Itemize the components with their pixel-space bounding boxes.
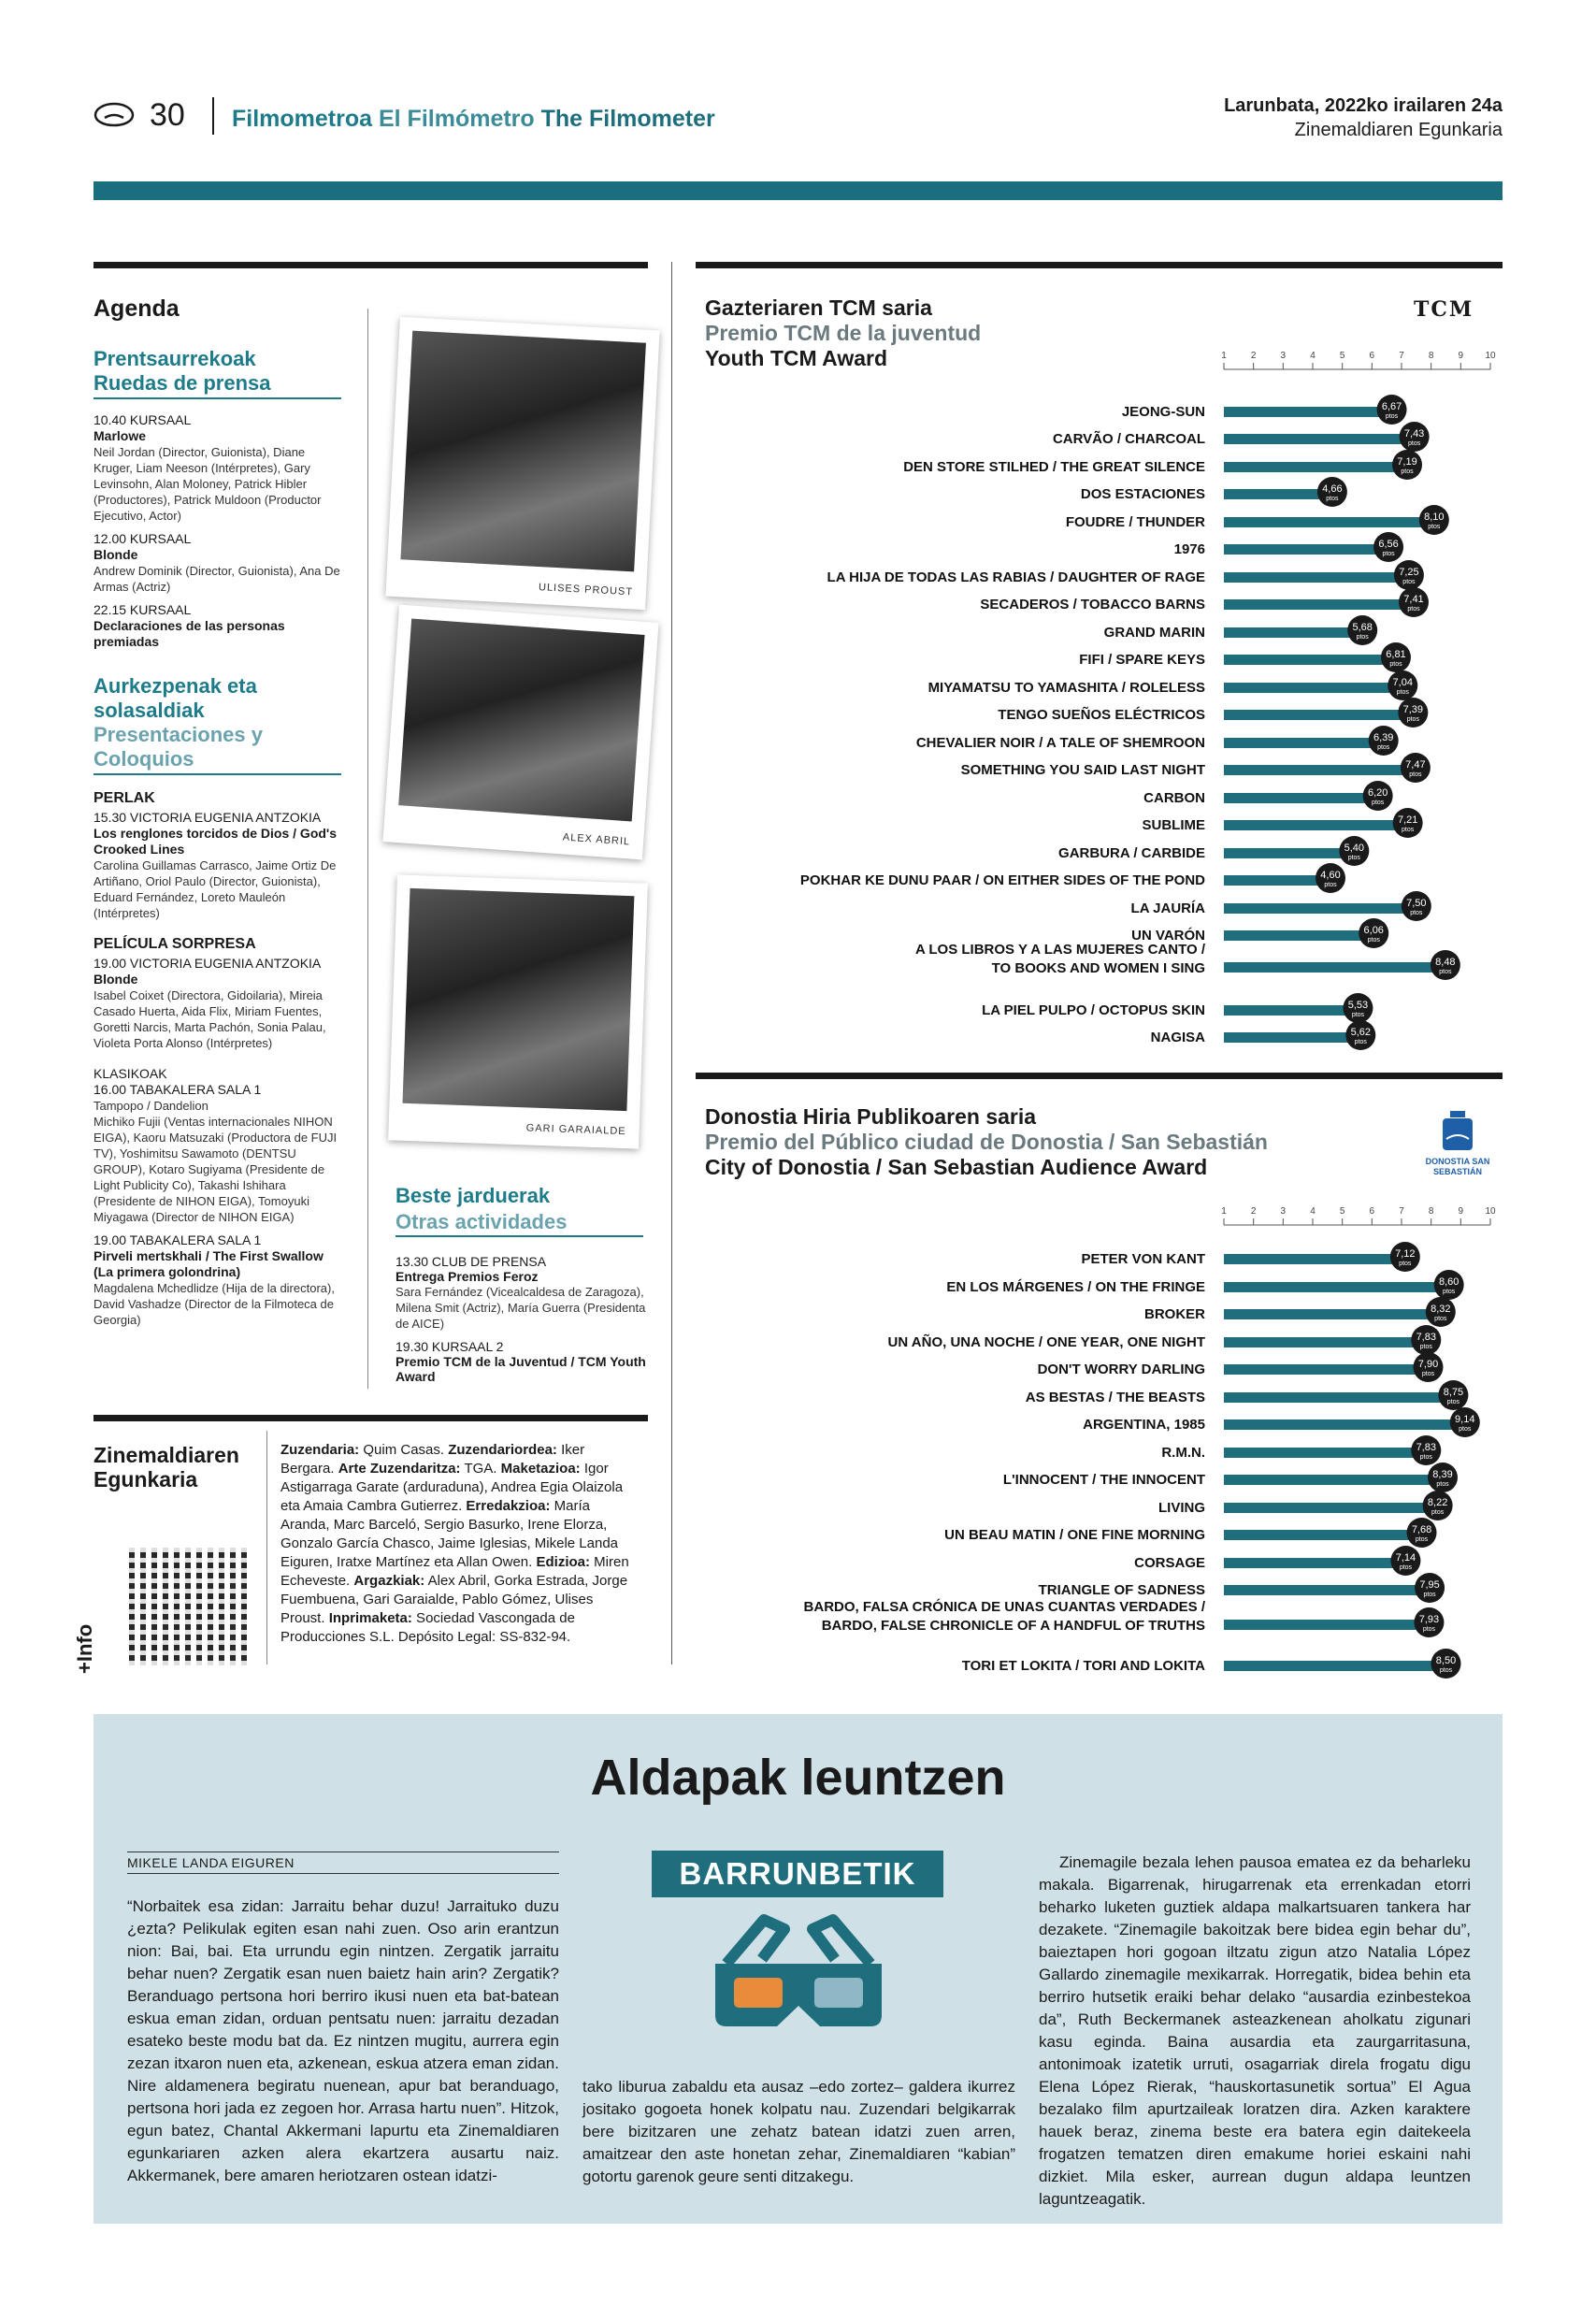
value-unit: ptos xyxy=(1389,661,1402,668)
bar xyxy=(1224,1503,1438,1513)
value-unit: ptos xyxy=(1406,716,1419,723)
value-label: 4,66 xyxy=(1322,483,1343,495)
value-label: 7,50 xyxy=(1406,898,1427,909)
value-label: 8,60 xyxy=(1438,1276,1459,1288)
x-tick-label: 4 xyxy=(1310,1206,1316,1217)
credit-key: Zuzendariordea: xyxy=(448,1442,557,1458)
value-label: 7,90 xyxy=(1417,1359,1439,1370)
header-date-block xyxy=(1224,94,1503,142)
value-label: 7,19 xyxy=(1397,456,1417,468)
page-number: 30 xyxy=(150,97,185,133)
value-label: 7,04 xyxy=(1392,677,1413,688)
category-label: LA JAURÍA xyxy=(1130,901,1205,916)
value-unit: ptos xyxy=(1419,1454,1432,1461)
value-unit: ptos xyxy=(1431,1509,1445,1516)
value-label: 7,41 xyxy=(1403,594,1424,605)
bar xyxy=(1224,1419,1465,1430)
bar xyxy=(1224,517,1434,527)
value-label: 6,20 xyxy=(1367,787,1388,799)
value-unit: ptos xyxy=(1459,1426,1472,1433)
credits-text xyxy=(280,1441,636,1647)
other-1-time: 13.30 CLUB DE PRENSA xyxy=(395,1254,547,1269)
chart1-subtitle: Premio TCM de la juventud xyxy=(705,321,982,345)
value-label: 7,47 xyxy=(1405,759,1426,771)
credit-value: Quim Casas. xyxy=(359,1442,449,1458)
category-label: MIYAMATSU TO YAMASHITA / ROLELESS xyxy=(927,680,1205,696)
x-tick-label: 8 xyxy=(1428,351,1434,361)
photo-street-crowd xyxy=(388,874,648,1148)
bar xyxy=(1224,1337,1426,1347)
value-unit: ptos xyxy=(1434,1316,1447,1322)
value-unit: ptos xyxy=(1382,551,1395,557)
credit-value: TGA. xyxy=(460,1461,501,1477)
city-shield-icon xyxy=(1441,1111,1474,1152)
x-tick-label: 7 xyxy=(1399,351,1404,361)
category-label: DOS ESTACIONES xyxy=(1080,486,1205,502)
value-unit: ptos xyxy=(1439,969,1452,975)
other-heading-es: Otras actividades xyxy=(395,1209,643,1237)
category-label: SUBLIME xyxy=(1142,817,1205,833)
credit-key: Maketazioa: xyxy=(500,1461,581,1477)
bar xyxy=(1224,1620,1429,1630)
category-label: CHEVALIER NOIR / A TALE OF SHEMROON xyxy=(915,735,1205,751)
bar xyxy=(1224,1309,1441,1319)
x-tick-label: 5 xyxy=(1339,1206,1345,1217)
bar xyxy=(1224,599,1414,610)
credit-value: Iker Bergara. xyxy=(280,1442,585,1477)
other-activities xyxy=(395,1183,648,1384)
value-unit: ptos xyxy=(1372,800,1385,806)
value-unit: ptos xyxy=(1367,937,1380,944)
value-unit: ptos xyxy=(1443,1289,1456,1295)
value-label: 8,48 xyxy=(1435,957,1456,968)
credit-key: Edizioa: xyxy=(536,1554,590,1570)
photo-image xyxy=(403,888,635,1111)
bar xyxy=(1224,765,1416,775)
chart2-subtitle: Premio del Público ciudad de Donostia / San Sebastián xyxy=(705,1130,1268,1154)
bar xyxy=(1224,1530,1422,1540)
value-label: 7,83 xyxy=(1416,1332,1436,1343)
press-3-time: 22.15 KURSAAL xyxy=(93,602,192,617)
sorpresa-time: 19.00 VICTORIA EUGENIA ANTZOKIA xyxy=(93,956,322,971)
category-label: L'INNOCENT / THE INNOCENT xyxy=(1002,1472,1205,1488)
value-unit: ptos xyxy=(1326,496,1339,502)
bar xyxy=(1224,572,1409,583)
photo-caption: GARI GARAIALDE xyxy=(525,1122,626,1138)
category-label: FOUDRE / THUNDER xyxy=(1065,514,1205,530)
credit-key: Zuzendaria: xyxy=(280,1442,360,1458)
x-tick-label: 10 xyxy=(1485,1206,1496,1217)
section-title-en: The Filmometer xyxy=(540,106,715,132)
category-label: EN LOS MÁRGENES / ON THE FRINGE xyxy=(946,1279,1205,1295)
category-label: AS BESTAS / THE BEASTS xyxy=(1025,1390,1205,1405)
value-label: 6,06 xyxy=(1363,925,1384,936)
bar xyxy=(1224,1448,1426,1458)
x-tick-label: 8 xyxy=(1428,1206,1434,1217)
category-label: LIVING xyxy=(1157,1500,1205,1516)
chart2-svg xyxy=(696,1202,1503,1688)
category-label: TORI ET LOKITA / TORI AND LOKITA xyxy=(961,1658,1205,1674)
value-unit: ptos xyxy=(1421,1371,1435,1377)
chart2-subtitle-en: City of Donostia / San Sebastian Audience Award xyxy=(705,1155,1208,1179)
credit-value: Igor Astigarraga Garate (arduraduna), Andrea Egia Olaizola eta Amaia Cambra Gutierrez. xyxy=(280,1461,624,1514)
value-unit: ptos xyxy=(1324,882,1337,888)
value-unit: ptos xyxy=(1402,579,1416,585)
category-perlak: PERLAK xyxy=(93,790,155,806)
bar xyxy=(1224,1282,1449,1292)
category-label: DEN STORE STILHED / THE GREAT SILENCE xyxy=(903,459,1205,475)
column-title: Aldapak leuntzen xyxy=(590,1750,1006,1806)
column-text-1: “Norbaitek esa zidan: Jarraitu behar duzu! Jarraituko duzu ¿ezta? Pelikulak egiten esan nahi zuen. Oso arin erantzun nion: Bai, bai. Eta urrundu egin nintzen. Zergatik jarraitu behar nuen? Zergatik esan nuen baietz hain arin? Zergatik? Beranduago pertsona hori berriro ikusi nuen eta bat-batean eskua eman zidan, orduan pentsatu nuen: jarraitu dezadan esateko beste modu bat da. Ez nintzen mugitu, aurrera egin zezan itxaron nuen eta, azkenean, eskua atzera eman zidan. Nire aldamenera begiratu nuenean, apur bat beranduago, pertsona hori jada ez zegoen hor. Arrasa hartu nuen”. Hitzok, egun batez, Chantal Akkermani lapurtu eta Zinemaldiaren egunkariaren azken alera ekartzera ausartu naiz. Akkermanek, bere amaren heriotzaren ostean idatzi- xyxy=(127,1897,559,2184)
x-tick-label: 3 xyxy=(1280,351,1287,361)
bar xyxy=(1224,930,1373,941)
chart1-top-rule xyxy=(696,262,1503,268)
photo-press-conference xyxy=(385,317,659,610)
klasikoak-1-time: 16.00 TABAKALERA SALA 1 xyxy=(93,1082,262,1097)
sorpresa-title: Blonde xyxy=(93,972,138,987)
x-tick-label: 6 xyxy=(1369,351,1375,361)
value-unit: ptos xyxy=(1351,1012,1365,1018)
bar xyxy=(1224,407,1392,417)
value-label: 9,14 xyxy=(1455,1414,1475,1425)
value-label: 6,56 xyxy=(1378,539,1399,550)
category-label: POKHAR KE DUNU PAAR / ON EITHER SIDES OF THE POND xyxy=(799,872,1205,888)
bar xyxy=(1224,489,1332,499)
bar xyxy=(1224,1254,1405,1264)
value-label: 7,93 xyxy=(1418,1614,1440,1625)
value-label: 7,43 xyxy=(1403,428,1425,440)
3d-glasses-icon xyxy=(708,1912,889,2034)
presentations-heading-es: Presentaciones y Coloquios xyxy=(93,723,341,775)
photo-image xyxy=(400,331,645,572)
press-1-title: Marlowe xyxy=(93,428,147,443)
press-1-time: 10.40 KURSAAL xyxy=(93,412,192,427)
bar xyxy=(1224,627,1362,638)
credit-value: Miren Echeveste. xyxy=(280,1554,629,1589)
donostia-logo-text: DONOSTIA SAN SEBASTIÁN xyxy=(1425,1157,1490,1176)
category-label: GRAND MARIN xyxy=(1103,625,1205,641)
other-2-time: 19.30 KURSAAL 2 xyxy=(395,1339,504,1354)
value-label: 8,10 xyxy=(1424,512,1445,523)
agenda-top-rule xyxy=(93,262,648,268)
value-unit: ptos xyxy=(1436,1481,1449,1488)
category-label: SECADEROS / TOBACCO BARNS xyxy=(980,597,1205,612)
value-label: 8,39 xyxy=(1432,1469,1453,1480)
other-heading-eu: Beste jarduerak xyxy=(395,1184,551,1207)
credit-value: Alex Abril, Gorka Estrada, Jorge Fuembuena, Gari Garaialde, Pablo Gómez, Ulises Proust. xyxy=(280,1573,628,1626)
bar xyxy=(1224,544,1388,555)
value-label: 6,81 xyxy=(1386,649,1406,660)
chart1-subtitle-en: Youth TCM Award xyxy=(705,346,888,370)
value-unit: ptos xyxy=(1377,744,1390,751)
value-label: 8,32 xyxy=(1431,1304,1451,1315)
column-divider xyxy=(671,262,672,1664)
klasikoak-2-desc: Magdalena Mchedlidze (Hija de la directora), David Vashadze (Director de la Filmoteca de Georgia) xyxy=(93,1281,335,1327)
photo-caption: ALEX ABRIL xyxy=(562,831,631,848)
category-label: FIFI / SPARE KEYS xyxy=(1079,652,1205,668)
chart2-titles xyxy=(705,1104,1378,1180)
chart2-top-rule xyxy=(696,1073,1503,1079)
value-label: 8,75 xyxy=(1443,1387,1464,1398)
other-2-title: Premio TCM de la Juventud / TCM Youth Award xyxy=(395,1354,646,1384)
press-3-title: Declaraciones de las personas premiadas xyxy=(93,618,285,649)
credit-value: Sociedad Vascongada de Producciones S.L. Depósito Legal: SS-832-94. xyxy=(280,1610,575,1645)
chart1-title: Gazteriaren TCM saria xyxy=(705,295,932,320)
tcm-logo: TCM xyxy=(1414,297,1474,322)
category-label: CARVÃO / CHARCOAL xyxy=(1052,431,1205,447)
section-title-eu: Filmometroa xyxy=(232,106,373,132)
value-label: 5,53 xyxy=(1347,1000,1369,1011)
value-unit: ptos xyxy=(1399,1261,1412,1267)
category-label: SOMETHING YOU SAID LAST NIGHT xyxy=(960,762,1205,778)
value-label: 6,67 xyxy=(1381,401,1402,412)
bar xyxy=(1224,655,1396,665)
info-label: +Info xyxy=(73,1623,96,1674)
bar xyxy=(1224,875,1330,886)
x-tick-label: 1 xyxy=(1221,351,1227,361)
category-label: TRIANGLE OF SADNESS xyxy=(1038,1582,1205,1598)
column-text-3: Zinemagile bezala lehen pausoa ematea ez da beharleku makala. Bigarrenak, hirugarrenak eta errenkadan etorri beharko luketen guztiek aldapa malkartsuaren tankera har dezakete. “Zinemagile bakoitzak bere bidea egin behar du”, baieztapen hori gogoan iltzatu zigun atzo Natalia López Gallardo zinemagile mexikarrak. Horregatik, bidea behin eta berriro hutsetik eraiki behar delako “ausardia ezinbestekoa da”, Ruth Beckermanek asteazkenean aholkatu zigunari kasu eginda. Baina ausardia eta zaurgarritasuna, antonimoak izatetik urruti, osagarriak direla frogatu digu Elena López Rierak, “hauskortasunetik sortua” El Agua bezalako film apurtzaileak loratzen dira. Azken karaktere hauek beraz, zinema beste era batera egin daitekeela frogatzen tematzen diren emakume horiei eskaini nahi dizkiet. Mila esker, aurrean dugun aldapa leuntzen laguntzeagatik. xyxy=(1039,1853,1471,2208)
value-label: 5,40 xyxy=(1344,843,1365,854)
press-2-time: 12.00 KURSAAL xyxy=(93,531,192,546)
bar xyxy=(1224,462,1407,472)
category-label: ARGENTINA, 1985 xyxy=(1083,1417,1205,1433)
value-label: 7,14 xyxy=(1395,1552,1416,1563)
x-tick-label: 6 xyxy=(1369,1206,1375,1217)
value-unit: ptos xyxy=(1347,855,1360,861)
bar xyxy=(1224,903,1416,914)
bar xyxy=(1224,1032,1360,1043)
bar xyxy=(1224,738,1384,748)
bar xyxy=(1224,1364,1429,1375)
issue-date: Larunbata, 2022ko irailaren 24a xyxy=(1224,95,1503,116)
donostia-logo xyxy=(1416,1111,1500,1177)
category-label: GARBURA / CARBIDE xyxy=(1058,845,1205,861)
category-label: NAGISA xyxy=(1150,1030,1205,1045)
credit-key: Inprimaketa: xyxy=(328,1610,412,1626)
bar xyxy=(1224,1585,1430,1595)
bar xyxy=(1224,434,1415,444)
value-unit: ptos xyxy=(1439,1667,1453,1674)
presentations-heading-eu: Aurkezpenak eta solasaldiak xyxy=(93,674,257,722)
value-label: 7,95 xyxy=(1419,1579,1440,1591)
category-label: A LOS LIBROS Y A LAS MUJERES CANTO / xyxy=(914,942,1205,958)
agenda-divider xyxy=(367,309,368,1389)
qr-code-pattern xyxy=(129,1548,247,1665)
category-label: TO BOOKS AND WOMEN I SING xyxy=(991,960,1205,976)
header-teal-bar xyxy=(93,181,1503,200)
category-label: CARBON xyxy=(1143,790,1205,806)
value-label: 7,68 xyxy=(1411,1524,1432,1535)
section-title-es: El Filmómetro xyxy=(378,106,535,132)
header-separator xyxy=(212,97,214,135)
chart1-svg xyxy=(696,346,1503,1057)
value-label: 7,39 xyxy=(1402,704,1424,715)
value-unit: ptos xyxy=(1423,1592,1436,1598)
value-label: 7,12 xyxy=(1395,1248,1416,1260)
x-tick-label: 4 xyxy=(1310,351,1316,361)
category-label: BROKER xyxy=(1143,1306,1205,1322)
category-sorpresa: PELÍCULA SORPRESA xyxy=(93,936,256,952)
value-unit: ptos xyxy=(1401,468,1414,475)
value-unit: ptos xyxy=(1399,1564,1413,1571)
category-label: TENGO SUEÑOS ELÉCTRICOS xyxy=(998,707,1205,723)
value-label: 7,25 xyxy=(1399,567,1419,578)
value-unit: ptos xyxy=(1428,524,1441,530)
section-title xyxy=(232,106,715,133)
x-tick-label: 9 xyxy=(1458,1206,1464,1217)
value-unit: ptos xyxy=(1354,1039,1367,1045)
category-label: R.M.N. xyxy=(1161,1445,1205,1461)
perlak-desc: Carolina Guillamas Carrasco, Jaime Ortiz De Artiñano, Oriol Paulo (Director, Guionista), Eduard Fernández, Loreto Mauleón (Intérpretes) xyxy=(93,858,337,920)
category-label: CORSAGE xyxy=(1134,1555,1205,1571)
x-tick-label: 1 xyxy=(1221,1206,1227,1217)
category-label: UN VARÓN xyxy=(1131,928,1205,944)
category-label: DON'T WORRY DARLING xyxy=(1037,1362,1205,1377)
value-label: 6,39 xyxy=(1373,732,1394,743)
klasikoak-1-desc: Tampopo / Dandelion Michiko Fujii (Ventas internacionales NIHON EIGA), Kaoru Matsuzaki (Productora de FUJI TV), Yoshimitsu Sawamoto (DENTSU GROUP), Kotaro Sugiyama (Presidente de Light Publicity Co), Takashi Ishihara (Presidente de NIHON EIGA), Tomoyuki Miyagawa (Director de NIHON EIGA) xyxy=(93,1099,338,1224)
value-unit: ptos xyxy=(1446,1399,1460,1405)
category-label: JEONG-SUN xyxy=(1121,404,1205,420)
bar xyxy=(1224,710,1413,720)
x-tick-label: 10 xyxy=(1485,351,1496,361)
photo-stage xyxy=(382,605,658,860)
x-tick-label: 7 xyxy=(1399,1206,1404,1217)
bar xyxy=(1224,1392,1453,1403)
credit-key: Arte Zuzendaritza: xyxy=(338,1461,461,1477)
press-2-title: Blonde xyxy=(93,547,138,562)
value-unit: ptos xyxy=(1407,440,1421,447)
value-unit: ptos xyxy=(1415,1536,1429,1543)
credit-key: Erredakzioa: xyxy=(466,1498,551,1514)
value-unit: ptos xyxy=(1409,771,1422,778)
x-tick-label: 3 xyxy=(1280,1206,1287,1217)
bar xyxy=(1224,1661,1446,1671)
value-label: 7,83 xyxy=(1416,1442,1436,1453)
bar xyxy=(1224,962,1445,973)
value-unit: ptos xyxy=(1402,827,1415,833)
value-unit: ptos xyxy=(1419,1344,1432,1350)
press-heading-eu: Prentsaurrekoak xyxy=(93,347,256,370)
value-label: 8,22 xyxy=(1427,1497,1448,1508)
category-label: LA PIEL PULPO / OCTOPUS SKIN xyxy=(982,1002,1205,1018)
value-label: 8,50 xyxy=(1435,1655,1457,1666)
value-label: 5,62 xyxy=(1350,1027,1372,1038)
klasikoak-2-time: 19.00 TABAKALERA SALA 1 xyxy=(93,1232,262,1247)
value-label: 5,68 xyxy=(1352,622,1373,633)
sorpresa-desc: Isabel Coixet (Directora, Gidoilaria), Mireia Casado Huerta, Aida Flix, Miriam Fuentes, Goretti Narcis, Marta Pachón, Sonia Palau, Violeta Porta Alonso (Intérpretes) xyxy=(93,988,326,1050)
agenda-column xyxy=(93,295,346,1328)
press-heading-es: Ruedas de prensa xyxy=(93,371,341,399)
press-2-desc: Andrew Dominik (Director, Guionista), Ana De Armas (Actriz) xyxy=(93,564,340,594)
agenda-heading: Agenda xyxy=(93,295,180,322)
credits-title: Zinemaldiaren Egunkaria xyxy=(93,1443,239,1491)
publication-name: Zinemaldiaren Egunkaria xyxy=(1294,120,1503,140)
bar xyxy=(1224,683,1402,693)
category-label: 1976 xyxy=(1173,541,1205,557)
value-label: 7,21 xyxy=(1397,814,1418,826)
other-1-title: Entrega Premios Feroz xyxy=(395,1269,539,1284)
category-label: BARDO, FALSA CRÓNICA DE UNAS CUANTAS VERDADES / xyxy=(803,1599,1205,1615)
bar xyxy=(1224,848,1354,858)
value-unit: ptos xyxy=(1422,1626,1436,1633)
credit-value: María Aranda, Marc Barceló, Sergio Basurko, Irene Elorza, Gonzalo García Chasco, Jaime Iglesias, Mikele Landa Eiguren, Iratxe Martínez eta Allan Owen. xyxy=(280,1498,619,1570)
value-unit: ptos xyxy=(1356,634,1369,641)
value-unit: ptos xyxy=(1410,910,1423,916)
column-text-2: tako liburua zabaldu eta ausaz –edo zortez– galdera ikurrez jositako gogoeta honek kolpatu nau. Zuzendari belgikarrak bere bizitzaren une zehatz batean idatzi zuen arren, amaitzear den aste honetan zehar, Zinemaldiaren “kabian” gotortu garenok geure senti ditzakegu. xyxy=(582,2078,1015,2185)
x-tick-label: 9 xyxy=(1458,351,1464,361)
perlak-time: 15.30 VICTORIA EUGENIA ANTZOKIA xyxy=(93,810,322,825)
category-klasikoak: KLASIKOAK xyxy=(93,1066,167,1081)
category-label: PETER VON KANT xyxy=(1081,1251,1205,1267)
credits-divider xyxy=(266,1431,267,1664)
category-label: LA HIJA DE TODAS LAS RABIAS / DAUGHTER OF RAGE xyxy=(827,569,1205,585)
bar xyxy=(1224,1558,1405,1568)
value-label: 4,60 xyxy=(1320,870,1341,881)
category-label: BARDO, FALSE CHRONICLE OF A HANDFUL OF TRUTHS xyxy=(821,1618,1205,1634)
value-unit: ptos xyxy=(1396,689,1409,696)
category-label: UN BEAU MATIN / ONE FINE MORNING xyxy=(944,1527,1205,1543)
chart2-title: Donostia Hiria Publikoaren saria xyxy=(705,1104,1037,1129)
value-unit: ptos xyxy=(1407,606,1420,612)
credit-key: Argazkiak: xyxy=(353,1573,425,1589)
bar xyxy=(1224,820,1408,830)
bar xyxy=(1224,1005,1358,1016)
barrunbetik-badge: BARRUNBETIK xyxy=(652,1851,943,1897)
x-tick-label: 2 xyxy=(1250,351,1257,361)
value-unit: ptos xyxy=(1385,413,1399,420)
column-byline: MIKELE LANDA EIGUREN xyxy=(127,1852,559,1874)
other-1-desc: Sara Fernández (Vicealcaldesa de Zaragoza), Milena Smit (Actriz), María Guerra (Presidenta de AICE) xyxy=(395,1285,646,1331)
photo-caption: ULISES PROUST xyxy=(538,582,634,598)
bar xyxy=(1224,793,1378,803)
x-tick-label: 2 xyxy=(1250,1206,1257,1217)
photo-image xyxy=(398,619,644,822)
perlak-title: Los renglones torcidos de Dios / God's Crooked Lines xyxy=(93,826,338,857)
speech-bubble-logo-icon xyxy=(93,101,135,129)
category-label: UN AÑO, UNA NOCHE / ONE YEAR, ONE NIGHT xyxy=(887,1334,1205,1350)
bar xyxy=(1224,1475,1443,1485)
credits-top-rule xyxy=(93,1415,648,1421)
klasikoak-2-title: Pirveli mertskhali / The First Swallow (La primera golondrina) xyxy=(93,1248,324,1279)
x-tick-label: 5 xyxy=(1339,351,1345,361)
press-1-desc: Neil Jordan (Director, Guionista), Diane Kruger, Liam Neeson (Intérpretes), Gary Levinsohn, Alan Moloney, Patrick Hibler (Productores), Patrick Muldoon (Productor Ejecutivo, Actor) xyxy=(93,445,322,523)
